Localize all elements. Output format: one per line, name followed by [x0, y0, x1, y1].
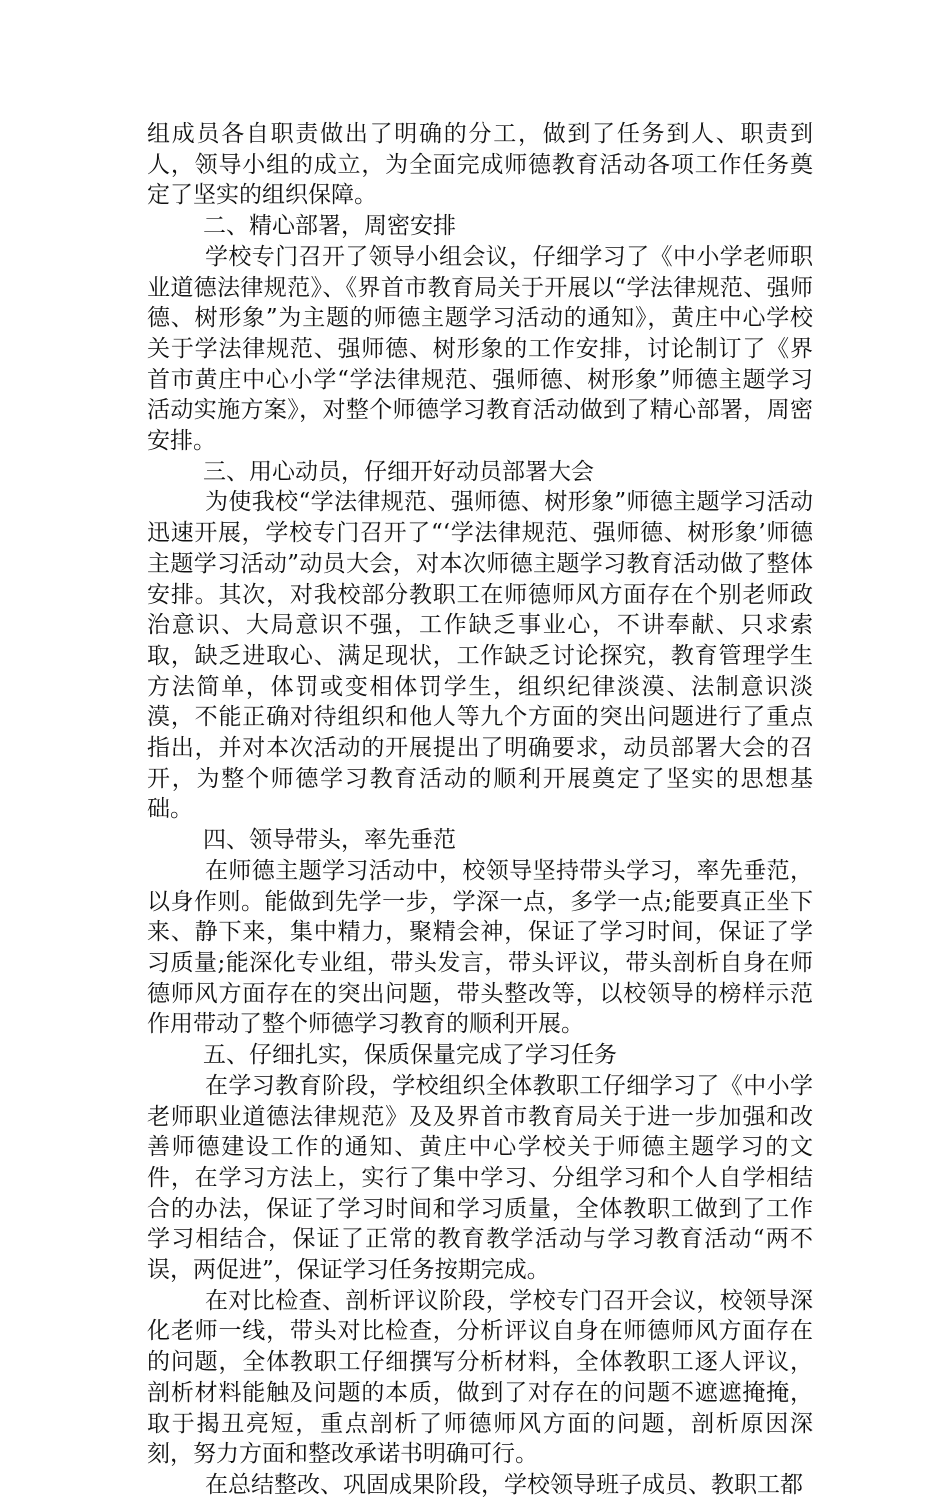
- paragraph-intro-continued: 组成员各自职责做出了明确的分工，做到了任务到人、职责到人，领导小组的成立，为全面完成师德教育活动各项工作任务奠定了坚实的组织保障。: [147, 121, 813, 209]
- paragraph-section-5-summary: 在总结整改、巩固成果阶段，学校领导班子成员、教职工都: [205, 1471, 803, 1498]
- paragraph-section-2: 学校专门召开了领导小组会议，仔细学习了《中小学老师职业道德法律规范》、《界首市教育局关于开展以“学法律规范、强师德、树形象”为主题的师德主题学习活动的通知》，黄庄中心学校关于学法律规范、强师德、树形象的工作安排，讨论制订了《界首市黄庄中心小学“学法律规范、强师德、树形象”师德主题学习活动实施方案》，对整个师德学习教育活动做到了精心部署，周密安排。: [147, 243, 813, 455]
- document-page: [147, 119, 813, 1501]
- paragraph-section-4: 在师德主题学习活动中，校领导坚持带头学习，率先垂范，以身作则。能做到先学一步，学深一点，多学一点;能要真正坐下来、静下来，集中精力，聚精会神，保证了学习时间，保证了学习质量;能深化专业组，带头发言，带头评议，带头剖析自身在师德师风方面存在的突出问题，带头整改等，以校领导的榜样示范作用带动了整个师德学习教育的顺利开展。: [147, 857, 813, 1038]
- section-heading-5: 五、仔细扎实，保质保量完成了学习任务: [203, 1042, 617, 1069]
- section-heading-2: 二、精心部署，周密安排: [203, 213, 456, 240]
- paragraph-section-5-review: 在对比检查、剖析评议阶段，学校专门召开会议，校领导深化老师一线，带头对比检查，分析评议自身在师德师风方面存在的问题，全体教职工仔细撰写分析材料，全体教职工逐人评议，剖析材料能触及问题的本质，做到了对存在的问题不遮遮掩掩，取于揭丑亮短，重点剖析了师德师风方面的问题，剖析原因深刻，努力方面和整改承诺书明确可行。: [147, 1287, 813, 1468]
- paragraph-section-5-study: 在学习教育阶段，学校组织全体教职工仔细学习了《中小学老师职业道德法律规范》及及界首市教育局关于进一步加强和改善师德建设工作的通知、黄庄中心学校关于师德主题学习的文件，在学习方法上，实行了集中学习、分组学习和个人自学相结合的办法，保证了学习时间和学习质量，全体教职工做到了工作学习相结合，保证了正常的教育教学活动与学习教育活动“两不误，两促进”，保证学习任务按期完成。: [147, 1072, 813, 1284]
- section-heading-3: 三、用心动员，仔细开好动员部署大会: [203, 458, 594, 485]
- section-heading-4: 四、领导带头，率先垂范: [203, 827, 456, 854]
- paragraph-section-3: 为使我校“学法律规范、强师德、树形象”师德主题学习活动迅速开展，学校专门召开了“‘学法律规范、强师德、树形象’师德主题学习活动”动员大会，对本次师德主题学习教育活动做了整体安排。其次，对我校部分教职工在师德师风方面存在个别老师政治意识、大局意识不强，工作缺乏事业心，不讲奉献、只求索取，缺乏进取心、满足现状，工作缺乏讨论探究，教育管理学生方法简单，体罚或变相体罚学生，组织纪律淡漠、法制意识淡漠，不能正确对待组织和他人等九个方面的突出问题进行了重点指出，并对本次活动的开展提出了明确要求，动员部署大会的召开，为整个师德学习教育活动的顺利开展奠定了坚实的思想基础。: [147, 489, 813, 823]
